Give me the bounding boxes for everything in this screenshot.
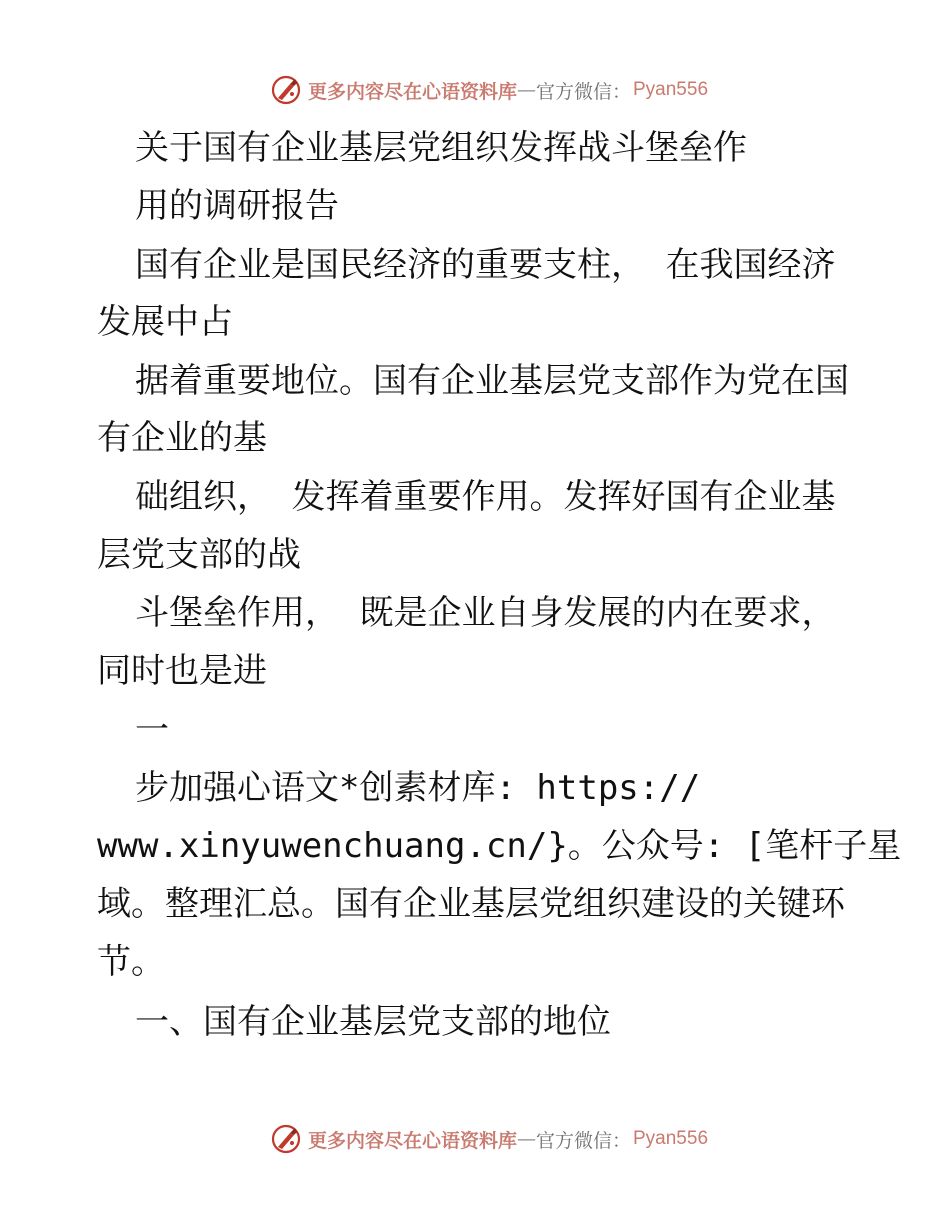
banner-text: 更多内容尽在心语资料库: [307, 1129, 517, 1152]
banner-content: [270, 1123, 708, 1155]
banner-dash: —: [516, 1128, 536, 1150]
banner-dash: —: [516, 79, 536, 101]
paragraph-line: 步加强心语文*创素材库: https://: [135, 768, 701, 808]
paragraph-line: 础组织， 发挥着重要作用。发挥好国有企业基: [135, 477, 836, 517]
paragraph-line: 层党支部的战: [97, 535, 301, 575]
document-title-line-2: 用的调研报告: [135, 186, 339, 226]
footer-banner: [0, 1122, 950, 1156]
paragraph-line: 一: [135, 710, 169, 750]
banner-text: 更多内容尽在心语资料库: [307, 80, 517, 103]
banner-wechat-id: Pyan556: [633, 79, 709, 100]
paragraph-line: 同时也是进: [97, 651, 267, 691]
paragraph-line: 发展中占: [97, 302, 233, 342]
banner-wechat-id: Pyan556: [633, 1128, 709, 1149]
paragraph-line: 斗堡垒作用， 既是企业自身发展的内在要求，: [135, 593, 836, 633]
paragraph-line: 据着重要地位。国有企业基层党支部作为党在国: [135, 361, 849, 401]
pen-logo-icon: [270, 1123, 302, 1155]
paragraph-line: 节。: [97, 942, 165, 982]
paragraph-line: www.xinyuwenchuang.cn/}。公众号: [笔杆子星: [97, 826, 902, 866]
section-heading: 一、国有企业基层党支部的地位: [135, 1002, 611, 1042]
paragraph-line: 有企业的基: [97, 418, 267, 458]
paragraph-line: 国有企业是国民经济的重要支柱， 在我国经济: [135, 245, 836, 285]
banner-wechat-label: 官方微信：: [535, 80, 631, 103]
banner-wechat-label: 官方微信：: [535, 1129, 631, 1152]
paragraph-line: 域。整理汇总。国有企业基层党组织建设的关键环: [97, 884, 845, 924]
document-title-line-1: 关于国有企业基层党组织发挥战斗堡垒作: [135, 128, 747, 168]
